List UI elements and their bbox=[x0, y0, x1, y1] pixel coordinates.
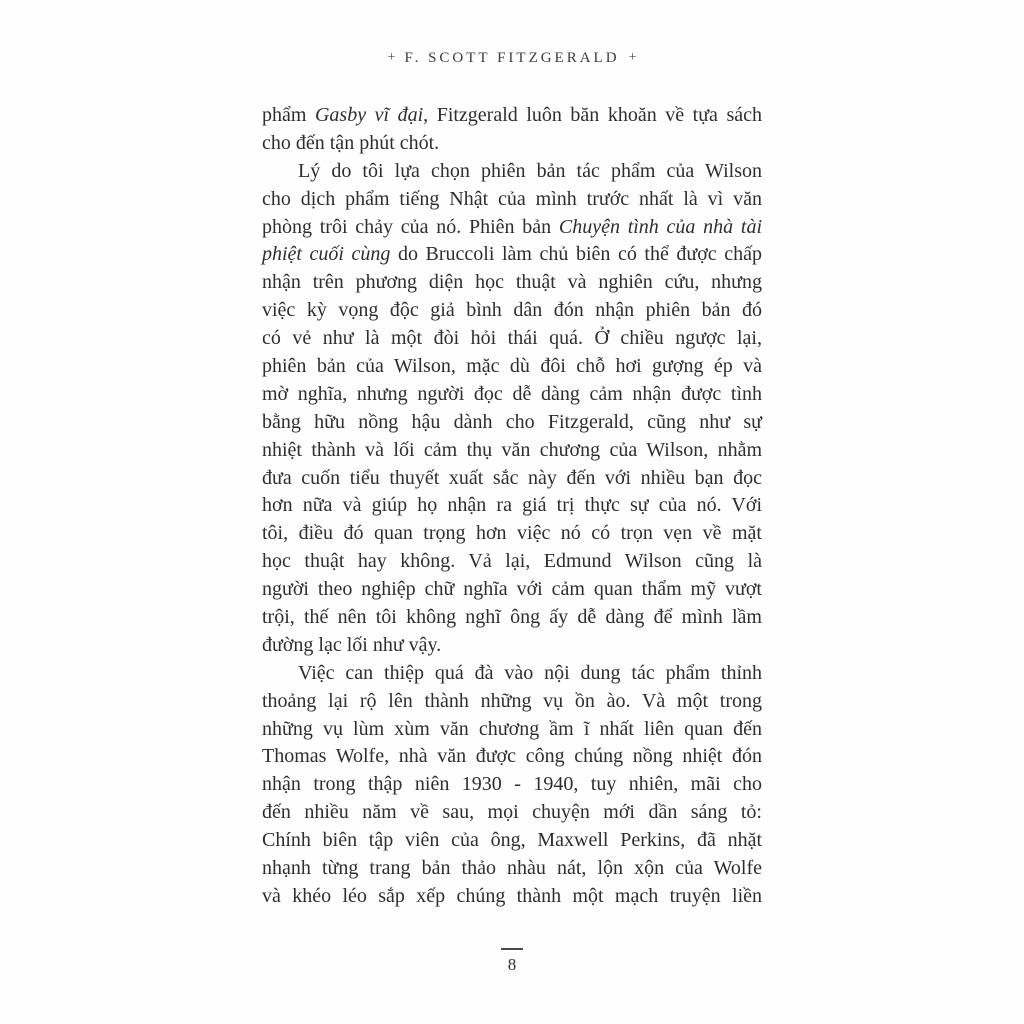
text-line bbox=[262, 409, 762, 437]
text-segment: tôi, điều đó quan trọng hơn việc nó có trọn vẹn về mặt bbox=[262, 522, 762, 545]
text-line bbox=[262, 241, 762, 269]
text-line bbox=[262, 632, 762, 660]
text-line bbox=[262, 325, 762, 353]
header-ornament-left-icon: + bbox=[387, 50, 396, 65]
text-segment: , Fitzgerald luôn băn khoăn về tựa sách bbox=[423, 104, 763, 126]
text-line bbox=[262, 827, 762, 855]
text-line bbox=[262, 520, 762, 548]
text-segment: những vụ lùm xùm văn chương ầm ĩ nhất liên quan đến bbox=[262, 717, 762, 740]
text-segment: đường lạc lối như vậy. bbox=[262, 633, 442, 656]
text-segment: cho dịch phẩm tiếng Nhật của mình trước nhất là vì văn bbox=[262, 187, 762, 210]
text-segment: phiên bản của Wilson, mặc dù đôi chỗ hơi gượng ép và bbox=[262, 355, 762, 378]
text-line bbox=[262, 492, 762, 520]
text-segment: Chính biên tập viên của ông, Maxwell Perkins, đã nhặt bbox=[262, 829, 762, 852]
text-segment: có vẻ như là một đòi hỏi thái quá. Ở chiều ngược lại, bbox=[262, 327, 762, 350]
text-segment: Lý do tôi lựa chọn phiên bản tác phẩm của Wilson bbox=[298, 159, 762, 182]
text-segment: nhạnh từng trang bản thảo nhàu nát, lộn xộn của Wolfe bbox=[262, 857, 762, 880]
text-segment: người theo nghiệp chữ nghĩa với cảm quan thẩm mỹ vượt bbox=[262, 578, 762, 601]
text-segment: Việc can thiệp quá đà vào nội dung tác phẩm thỉnh bbox=[298, 661, 762, 684]
text-segment: hơn nữa và giúp họ nhận ra giá trị thực sự của nó. Với bbox=[262, 494, 762, 517]
italic-text-segment: phiệt cuối cùng bbox=[262, 243, 391, 266]
text-segment: nhiệt thành và lối cảm thụ văn chương của Wilson, nhằm bbox=[262, 438, 762, 461]
italic-text-segment: Gasby vĩ đại bbox=[314, 104, 424, 126]
text-segment: việc kỳ vọng độc giả bình dân đón nhận phiên bản đó bbox=[262, 299, 762, 322]
text-line bbox=[262, 771, 762, 799]
footer-rule bbox=[501, 948, 523, 950]
text-line bbox=[262, 158, 762, 186]
text-segment: thoảng lại rộ lên thành những vụ ồn ào. Và một trong bbox=[262, 689, 762, 712]
text-line bbox=[262, 102, 762, 130]
page-number: 8 bbox=[507, 955, 517, 974]
text-line bbox=[262, 855, 762, 883]
text-segment: mờ nghĩa, nhưng người đọc dễ dàng cảm nhận được tình bbox=[262, 382, 762, 405]
text-line bbox=[262, 743, 762, 771]
text-line bbox=[262, 883, 762, 911]
text-segment: phẩm bbox=[262, 104, 315, 126]
text-line bbox=[262, 716, 762, 744]
text-line bbox=[262, 297, 762, 325]
text-line bbox=[262, 269, 762, 297]
text-line bbox=[262, 465, 762, 493]
text-line bbox=[262, 548, 762, 576]
text-line bbox=[262, 604, 762, 632]
text-segment: và khéo léo sắp xếp chúng thành một mạch truyện liền bbox=[262, 884, 762, 907]
text-segment: cho đến tận phút chót. bbox=[262, 131, 440, 154]
header-title: F. SCOTT FITZGERALD bbox=[404, 50, 620, 66]
running-header bbox=[0, 50, 1024, 67]
text-line bbox=[262, 437, 762, 465]
text-segment: nhận trên phương diện học thuật và nghiên cứu, nhưng bbox=[262, 271, 762, 294]
text-line bbox=[262, 660, 762, 688]
text-line bbox=[262, 381, 762, 409]
text-segment: bằng hữu nồng hậu dành cho Fitzgerald, cũng như sự bbox=[262, 410, 762, 433]
text-segment: đưa cuốn tiểu thuyết xuất sắc này đến với nhiều bạn đọc bbox=[262, 466, 762, 489]
page-body-text bbox=[262, 102, 762, 911]
text-segment: đến nhiều năm về sau, mọi chuyện mới dần sáng tỏ: bbox=[262, 801, 762, 824]
text-line bbox=[262, 353, 762, 381]
text-segment: trội, thế nên tôi không nghĩ ông ấy dễ dàng để mình lầm bbox=[262, 606, 762, 629]
text-segment: nhận trong thập niên 1930 - 1940, tuy nhiên, mãi cho bbox=[262, 773, 762, 796]
text-segment: Thomas Wolfe, nhà văn được công chúng nồng nhiệt đón bbox=[262, 745, 762, 768]
text-segment: phòng trôi chảy của nó. Phiên bản bbox=[262, 215, 559, 238]
text-line bbox=[262, 214, 762, 242]
text-line bbox=[262, 576, 762, 604]
header-ornament-right-icon: + bbox=[628, 50, 637, 65]
text-line bbox=[262, 186, 762, 214]
text-segment: học thuật hay không. Vả lại, Edmund Wilson cũng là bbox=[262, 550, 762, 573]
text-line bbox=[262, 688, 762, 716]
text-line bbox=[262, 130, 762, 158]
italic-text-segment: Chuyện tình của nhà tài bbox=[558, 215, 762, 238]
text-segment: do Bruccoli làm chủ biên có thể được chấp bbox=[390, 243, 762, 266]
text-line bbox=[262, 799, 762, 827]
